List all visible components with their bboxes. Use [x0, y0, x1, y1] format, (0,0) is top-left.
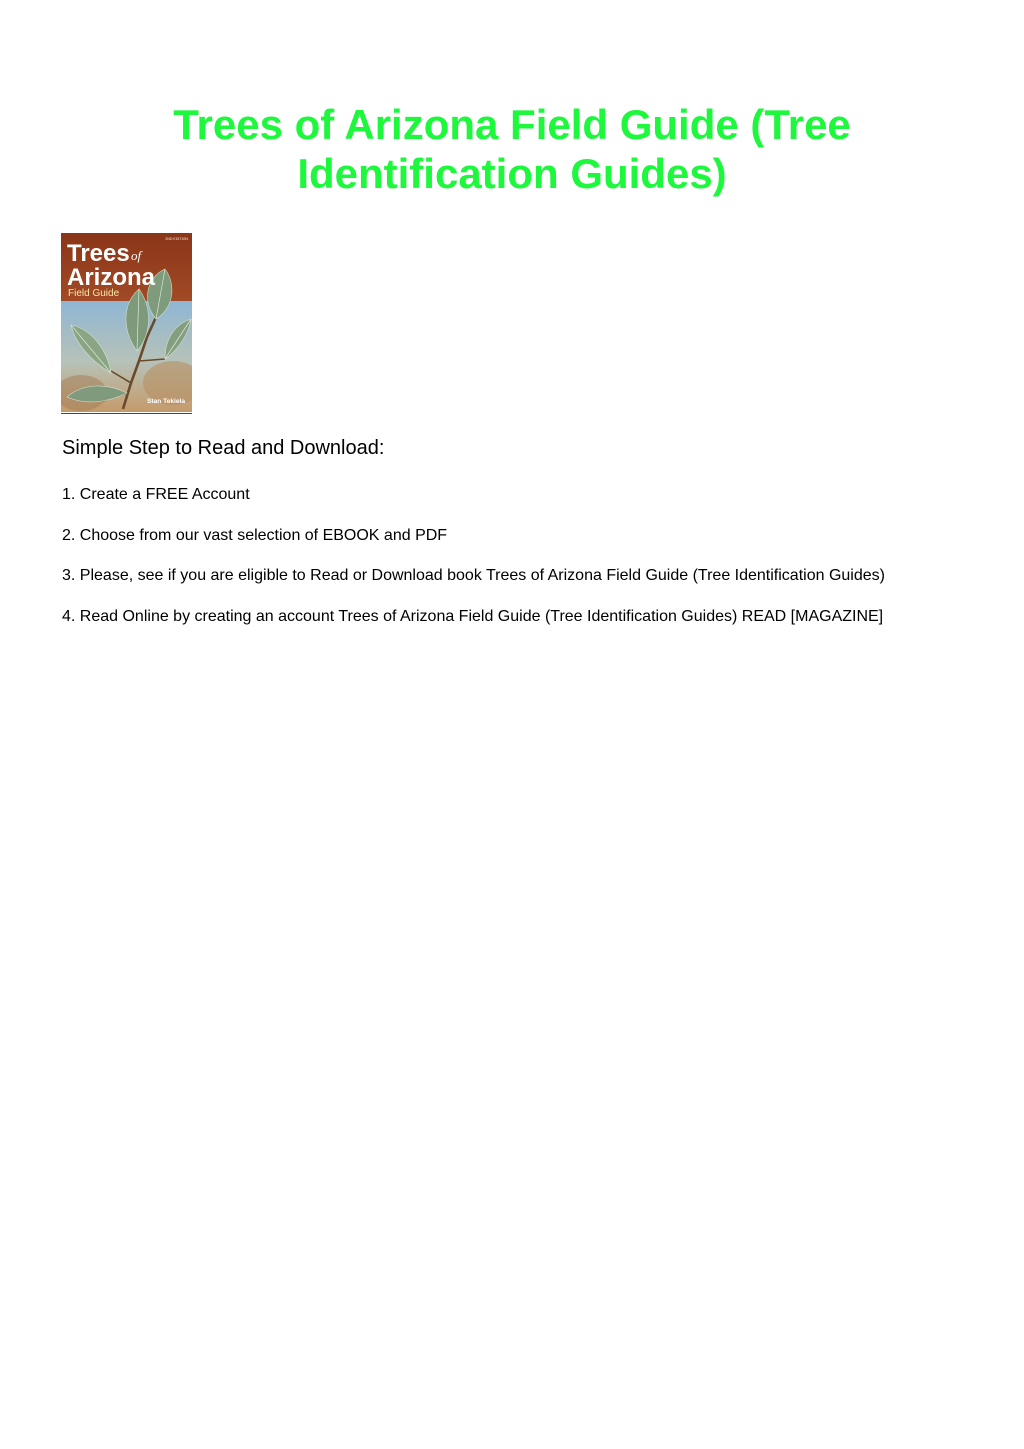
cover-subtitle: Field Guide	[68, 288, 120, 299]
steps-list	[62, 484, 885, 646]
cover-author: Stan Tekiela	[147, 398, 185, 405]
cover-title-arizona: Arizona	[67, 264, 156, 291]
section-heading: Simple Step to Read and Download:	[62, 437, 385, 459]
book-cover-image	[61, 233, 192, 412]
cover-edition: 2ND EDITION	[165, 237, 188, 241]
cover-title-trees: Trees	[67, 240, 130, 267]
step-item: 4. Read Online by creating an account Trees of Arizona Field Guide (Tree Identification Guides) READ [MAGAZINE]	[62, 607, 884, 625]
page-title: Trees of Arizona Field Guide (Tree Identification Guides)	[173, 101, 851, 197]
step-item: 1. Create a FREE Account	[62, 486, 250, 503]
step-item: 3. Please, see if you are eligible to Read or Download book Trees of Arizona Field Guide (Tree Identification Guides)	[62, 567, 885, 584]
book-cover-link[interactable]	[61, 233, 192, 414]
step-item: 2. Choose from our vast selection of EBOOK and PDF	[62, 526, 448, 544]
cover-title-of: of	[131, 248, 142, 263]
